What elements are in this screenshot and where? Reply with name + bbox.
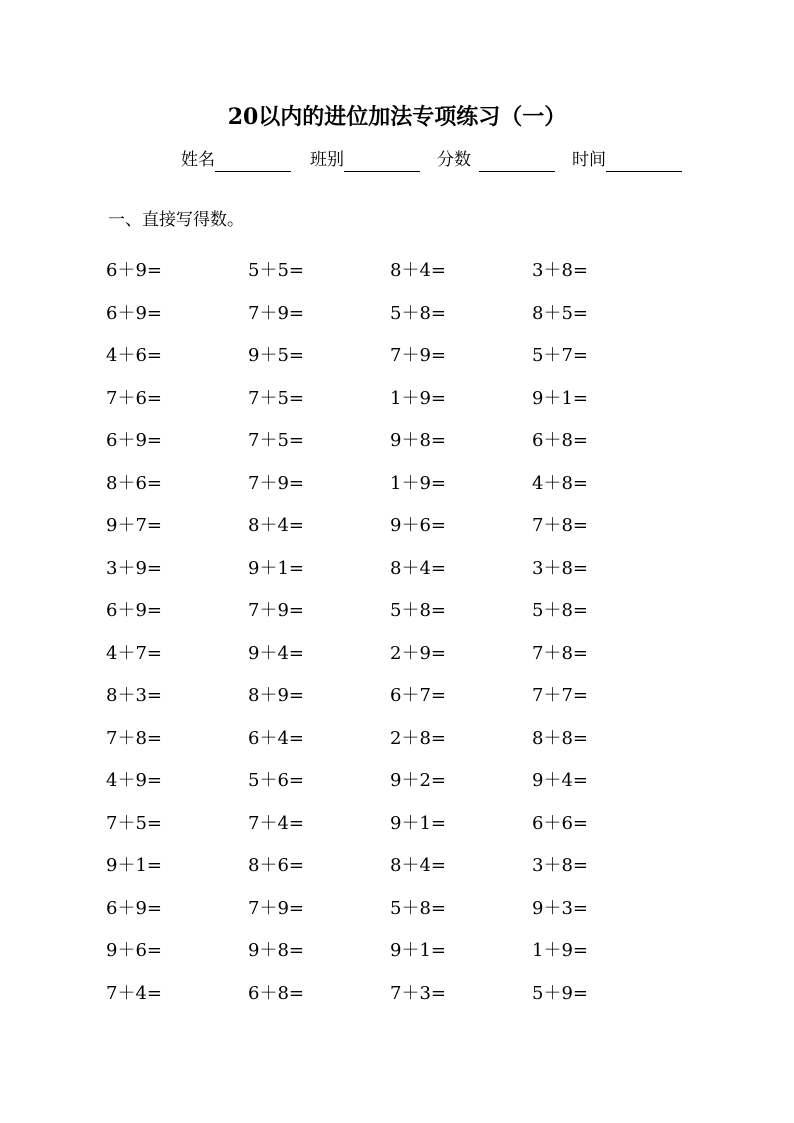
problem-item: 6＋9= [106, 430, 162, 452]
problem-item: 9＋8= [248, 940, 304, 962]
problem-row [106, 845, 674, 888]
problem-item: 1＋9= [390, 387, 446, 409]
problem-item: 7＋8= [106, 727, 162, 749]
problem-row [106, 335, 674, 378]
problem-row [106, 675, 674, 718]
problem-item: 7＋9= [248, 302, 304, 324]
problem-grid [106, 250, 674, 1015]
problem-item: 8＋9= [248, 685, 304, 707]
problem-item: 7＋5= [248, 387, 304, 409]
problem-row [106, 250, 674, 293]
problem-row [106, 420, 674, 463]
problem-item: 7＋9= [248, 472, 304, 494]
problem-item: 9＋1= [390, 940, 446, 962]
problem-item: 9＋5= [248, 345, 304, 367]
name-blank[interactable] [215, 151, 291, 172]
score-field [437, 148, 555, 172]
time-field [572, 148, 682, 172]
problem-item: 5＋9= [532, 982, 588, 1004]
problem-item: 8＋4= [390, 260, 446, 282]
problem-item: 9＋1= [248, 557, 304, 579]
problem-item: 7＋5= [248, 430, 304, 452]
problem-row [106, 293, 674, 336]
problem-item: 9＋8= [390, 430, 446, 452]
problem-item: 6＋9= [106, 600, 162, 622]
problem-item: 6＋8= [532, 430, 588, 452]
class-label: 班别 [310, 150, 344, 170]
problem-item: 4＋7= [106, 642, 162, 664]
problem-row [106, 505, 674, 548]
score-label: 分数 [437, 150, 471, 170]
time-blank[interactable] [606, 151, 682, 172]
problem-row [106, 888, 674, 931]
problem-item: 7＋9= [390, 345, 446, 367]
time-label: 时间 [572, 150, 606, 170]
problem-item: 5＋8= [390, 302, 446, 324]
problem-item: 6＋9= [106, 260, 162, 282]
problem-item: 3＋9= [106, 557, 162, 579]
problem-item: 8＋5= [532, 302, 588, 324]
section-heading: 一、直接写得数。 [108, 210, 244, 230]
problem-item: 9＋6= [106, 940, 162, 962]
class-blank[interactable] [344, 151, 420, 172]
problem-item: 4＋6= [106, 345, 162, 367]
problem-item: 8＋8= [532, 727, 588, 749]
problem-row [106, 760, 674, 803]
problem-item: 7＋7= [532, 685, 588, 707]
problem-item: 9＋1= [390, 812, 446, 834]
problem-row [106, 973, 674, 1016]
problem-item: 8＋4= [390, 855, 446, 877]
problem-item: 5＋8= [532, 600, 588, 622]
problem-item: 7＋8= [532, 642, 588, 664]
problem-item: 9＋4= [248, 642, 304, 664]
problem-item: 3＋8= [532, 557, 588, 579]
problem-row [106, 590, 674, 633]
problem-row [106, 633, 674, 676]
problem-item: 7＋6= [106, 387, 162, 409]
problem-item: 8＋6= [248, 855, 304, 877]
problem-item: 6＋9= [106, 302, 162, 324]
problem-item: 4＋8= [532, 472, 588, 494]
problem-item: 9＋1= [532, 387, 588, 409]
problem-item: 9＋1= [106, 855, 162, 877]
problem-item: 8＋3= [106, 685, 162, 707]
problem-item: 9＋7= [106, 515, 162, 537]
problem-item: 9＋2= [390, 770, 446, 792]
problem-row [106, 378, 674, 421]
problem-item: 6＋7= [390, 685, 446, 707]
problem-row [106, 548, 674, 591]
problem-item: 9＋6= [390, 515, 446, 537]
problem-row [106, 718, 674, 761]
problem-row [106, 463, 674, 506]
problem-item: 9＋3= [532, 897, 588, 919]
problem-item: 1＋9= [390, 472, 446, 494]
problem-item: 1＋9= [532, 940, 588, 962]
problem-item: 8＋4= [390, 557, 446, 579]
problem-item: 7＋3= [390, 982, 446, 1004]
problem-item: 5＋5= [248, 260, 304, 282]
problem-item: 7＋9= [248, 897, 304, 919]
problem-item: 7＋4= [248, 812, 304, 834]
problem-item: 8＋4= [248, 515, 304, 537]
problem-item: 5＋8= [390, 600, 446, 622]
problem-item: 8＋6= [106, 472, 162, 494]
score-blank[interactable] [479, 151, 555, 172]
problem-item: 6＋8= [248, 982, 304, 1004]
problem-item: 6＋9= [106, 897, 162, 919]
problem-item: 5＋7= [532, 345, 588, 367]
name-label: 姓名 [181, 150, 215, 170]
problem-item: 4＋9= [106, 770, 162, 792]
problem-item: 5＋8= [390, 897, 446, 919]
problem-item: 2＋8= [390, 727, 446, 749]
problem-item: 9＋4= [532, 770, 588, 792]
student-info-row [181, 146, 682, 172]
name-field [181, 148, 291, 172]
problem-item: 5＋6= [248, 770, 304, 792]
problem-item: 6＋6= [532, 812, 588, 834]
problem-row [106, 930, 674, 973]
problem-item: 7＋4= [106, 982, 162, 1004]
problem-item: 3＋8= [532, 855, 588, 877]
problem-item: 3＋8= [532, 260, 588, 282]
problem-item: 7＋9= [248, 600, 304, 622]
problem-item: 6＋4= [248, 727, 304, 749]
worksheet-title: 20以内的进位加法专项练习（一） [227, 104, 567, 130]
class-field [310, 148, 420, 172]
problem-item: 7＋5= [106, 812, 162, 834]
problem-item: 2＋9= [390, 642, 446, 664]
problem-row [106, 803, 674, 846]
problem-item: 7＋8= [532, 515, 588, 537]
